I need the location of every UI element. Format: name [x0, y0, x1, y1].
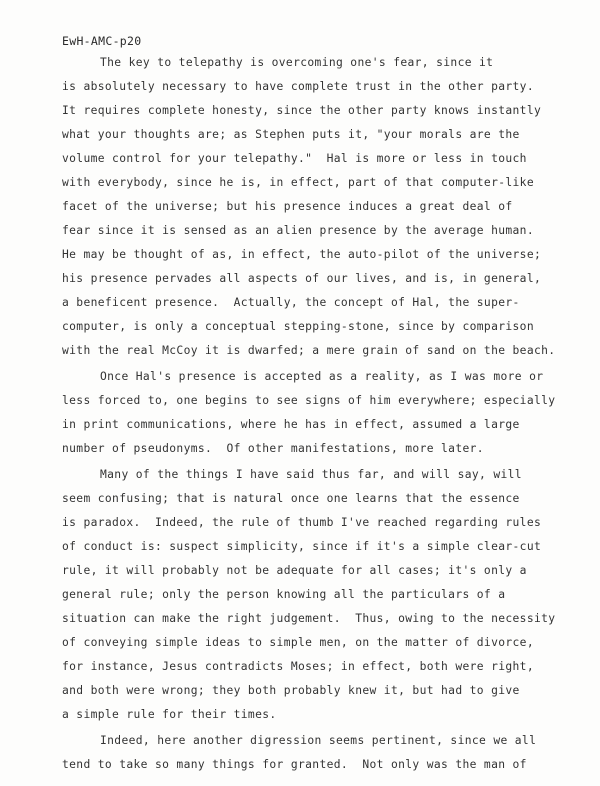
text-line: of conveying simple ideas to simple men, on the matter of divorce, — [62, 636, 534, 649]
text-line: facet of the universe; but his presence induces a great deal of — [62, 200, 513, 213]
text-line: volume control for your telepathy." Hal is more or less in touch — [62, 152, 527, 165]
page-header: EwH-AMC-p20 — [62, 34, 142, 48]
text-line: fear since it is sensed as an alien presence by the average human. — [62, 224, 534, 237]
text-line: a simple rule for their times. — [62, 708, 277, 721]
text-line: number of pseudonyms. Of other manifestations, more later. — [62, 442, 484, 455]
text-line: with the real McCoy it is dwarfed; a mere grain of sand on the beach. — [62, 344, 556, 357]
text-line: less forced to, one begins to see signs of him everywhere; especially — [62, 394, 556, 407]
text-line: is absolutely necessary to have complete trust in the other party. — [62, 80, 534, 93]
text-line: and both were wrong; they both probably knew it, but had to give — [62, 684, 520, 697]
text-line: in print communications, where he has in effect, assumed a large — [62, 418, 520, 431]
text-line: for instance, Jesus contradicts Moses; in effect, both were right, — [62, 660, 534, 673]
text-line: rule, it will probably not be adequate for all cases; it's only a — [62, 564, 527, 577]
text-line: a beneficent presence. Actually, the concept of Hal, the super- — [62, 296, 520, 309]
text-line: Many of the things I have said thus far, and will say, will — [100, 468, 522, 481]
text-line: It requires complete honesty, since the other party knows instantly — [62, 104, 542, 117]
text-line: is paradox. Indeed, the rule of thumb I've reached regarding rules — [62, 516, 542, 529]
text-line: tend to take so many things for granted. Not only was the man of — [62, 758, 527, 771]
text-line: computer, is only a conceptual stepping-stone, since by comparison — [62, 320, 534, 333]
text-line: what your thoughts are; as Stephen puts it, "your morals are the — [62, 128, 520, 141]
text-line: Once Hal's presence is accepted as a reality, as I was more or — [100, 370, 544, 383]
text-line: He may be thought of as, in effect, the auto-pilot of the universe; — [62, 248, 542, 261]
text-line: seem confusing; that is natural once one learns that the essence — [62, 492, 520, 505]
text-line: situation can make the right judgement. Thus, owing to the necessity — [62, 612, 556, 625]
text-line: The key to telepathy is overcoming one's fear, since it — [100, 56, 494, 69]
text-line: his presence pervades all aspects of our lives, and is, in general, — [62, 272, 542, 285]
text-line: with everybody, since he is, in effect, part of that computer-like — [62, 176, 534, 189]
text-line: general rule; only the person knowing all the particulars of a — [62, 588, 506, 601]
text-line: Indeed, here another digression seems pertinent, since we all — [100, 734, 537, 747]
text-line: of conduct is: suspect simplicity, since if it's a simple clear-cut — [62, 540, 542, 553]
